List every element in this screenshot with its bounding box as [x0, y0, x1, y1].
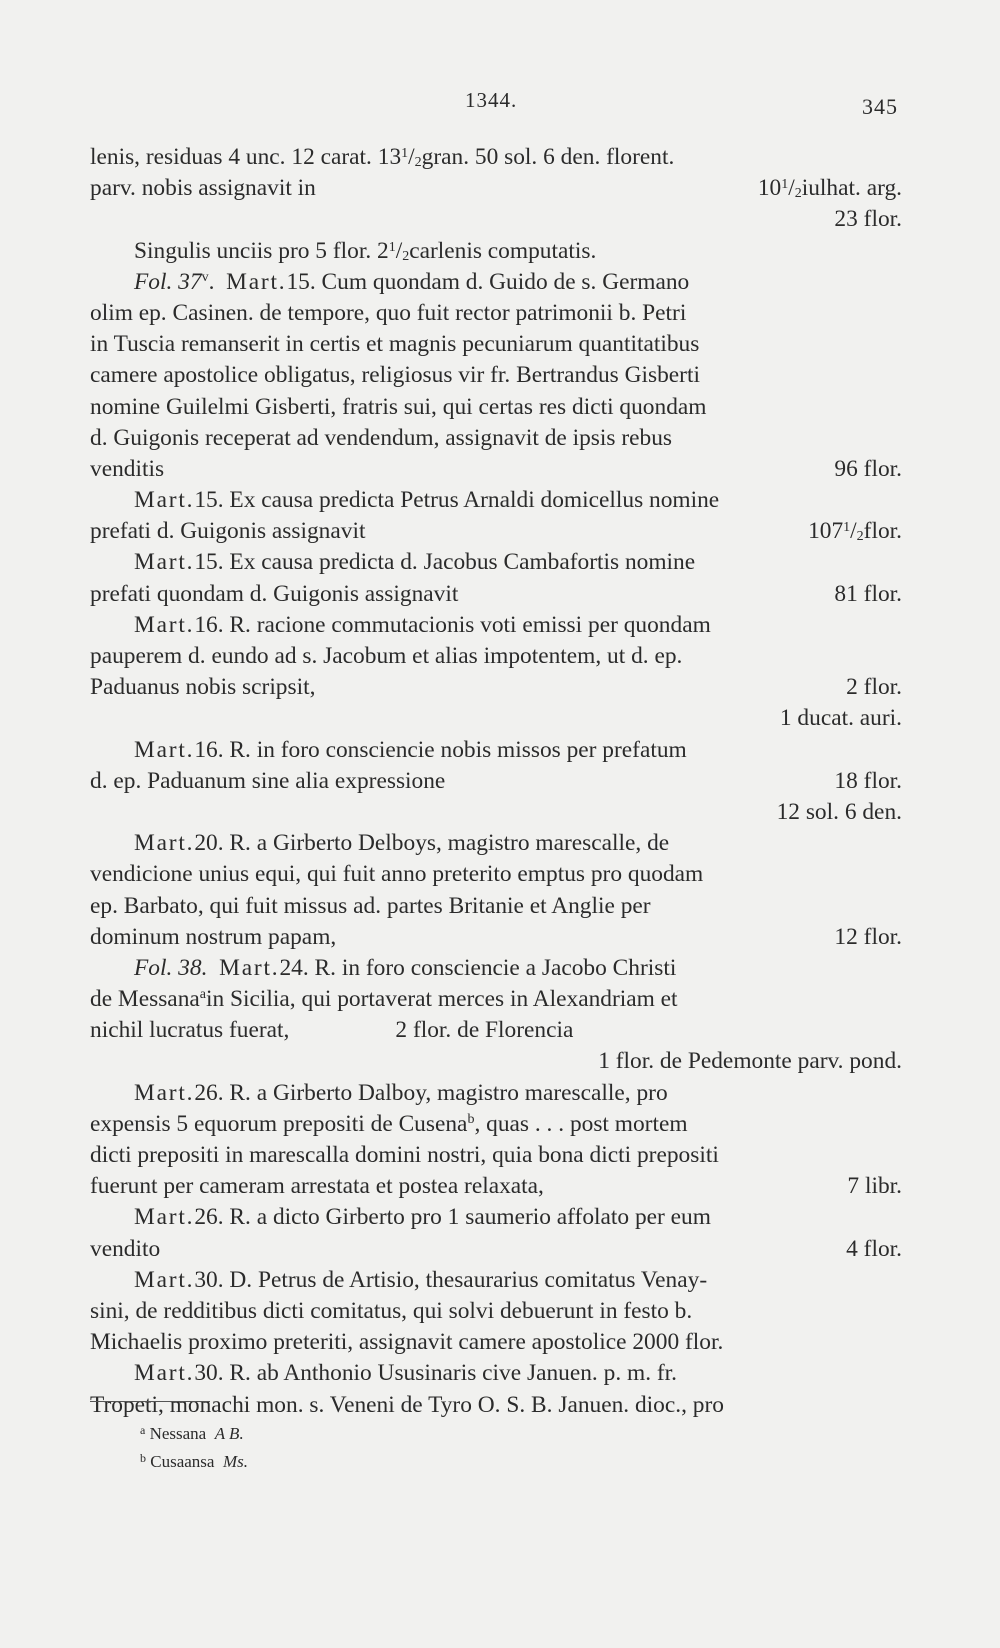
entry-month: Mart. — [134, 1266, 195, 1293]
line-text: lenis, residuas 4 unc. 12 carat. 13 — [90, 144, 402, 170]
text-line — [90, 1046, 902, 1077]
entry-line: Mart.26. R. a dicto Girberto pro 1 saumerio affolato per eum — [90, 1202, 902, 1233]
text-line: nichil lucratus fuerat, 2 flor. de Florencia — [90, 1015, 902, 1046]
text-line — [90, 797, 902, 828]
fraction-half: $^1/_2$ — [843, 518, 864, 545]
entry-month: Mart. — [134, 1360, 195, 1387]
text-line: prefati quondam d. Guigonis assignavit 81 flor. — [90, 579, 902, 610]
text-line: dicti prepositi in marescalla domini nostri, quia bona dicti prepositi — [90, 1142, 719, 1168]
entry-line: Mart.15. Ex causa predicta d. Jacobus Cambafortis nomine — [90, 547, 902, 578]
fraction-half: $^1/_2$ — [781, 175, 802, 202]
entry-line: Fol. 37$^v$. Mart.15. Cum quondam d. Guido de s. Germano — [90, 267, 902, 298]
amount: 23 flor. — [834, 206, 902, 233]
text-line: fuerunt per cameram arrestata et postea relaxata, 7 libr. — [90, 1171, 902, 1202]
footnote-b: $^b$ Cusaansa Ms. — [140, 1451, 248, 1471]
entry-line: Mart.15. Ex causa predicta Petrus Arnaldi domicellus nomine — [90, 485, 902, 516]
entry-month: Mart. — [134, 736, 195, 763]
amount: 81 flor. — [834, 580, 902, 607]
footnote-ref-a: a — [199, 987, 206, 1003]
amount: 18 flor. — [834, 767, 902, 794]
fraction-half: $^1/_2$ — [401, 144, 422, 170]
text-line: d. Guigonis receperat ad vendendum, assignavit de ipsis rebus — [90, 424, 673, 451]
page-number: 345 — [862, 94, 898, 119]
line-text: parv. nobis assignavit in — [90, 175, 316, 202]
fraction-half: $^1/_2$ — [388, 237, 410, 264]
amount: 4 flor. — [846, 1235, 902, 1262]
amount: 2 flor. de Florencia — [395, 1017, 574, 1044]
entry-line: Mart.26. R. a Girberto Dalboy, magistro marescalle, pro — [90, 1078, 902, 1109]
text-line: expensis 5 equorum prepositi de Cusena$^b$, quas . . . post mortem — [90, 1110, 688, 1137]
amount: 7 libr. — [847, 1173, 902, 1200]
folio-ref: Fol. 38. — [134, 954, 208, 981]
text-line: pauperem d. eundo ad s. Jacobum et alias impotentem, ut d. ep. — [90, 643, 683, 669]
amount: $10^1/_2iulhat$. arg. — [758, 173, 902, 204]
running-head-year: 1344. — [465, 88, 518, 112]
footnotes — [140, 1420, 248, 1476]
folio-verso-mark: v — [201, 269, 209, 285]
entry-month: Mart. — [134, 549, 195, 576]
amount: 1 ducat. auri. — [779, 705, 902, 732]
amount: 12 flor. — [834, 923, 902, 950]
body-text — [90, 142, 902, 1421]
text-line: in Tuscia remanserit in certis et magnis pecuniarum quantitatibus — [90, 331, 700, 358]
text-line: de Messana$^a$in Sicilia, qui portaverat merces in Alexandriam et — [90, 986, 678, 1013]
text-line — [90, 173, 902, 204]
entry-line: Mart.30. D. Petrus de Artisio, thesaurarius comitatus Venay- — [90, 1265, 902, 1296]
line-text: 15. Cum quondam d. Guido de s. Germano — [286, 268, 690, 295]
text-line — [90, 703, 902, 734]
text-line: prefati d. Guigonis assignavit $107^1/_2flor$. — [90, 516, 902, 547]
text-line: Tropeti, monachi mon. s. Veneni de Tyro O. S. B. Januen. dioc., pro — [90, 1391, 724, 1418]
text-line: sini, de redditibus dicti comitatus, qui solvi debuerunt in festo b. — [90, 1297, 693, 1324]
entry-month: Mart. — [134, 1079, 195, 1106]
entry-month: Mart. — [226, 268, 287, 295]
footnote-ref-b: b — [467, 1111, 475, 1127]
entry-month: Mart. — [134, 487, 195, 514]
text-line: venditis 96 flor. — [90, 454, 902, 485]
text-line: Paduanus nobis scripsit, 2 flor. — [90, 672, 902, 703]
text-line: vendicione unius equi, qui fuit anno preterito emptus pro quodam — [90, 861, 704, 888]
amount: 12 sol. 6 den. — [776, 798, 902, 825]
footnote-rule — [90, 1401, 210, 1402]
text-line: vendito 4 flor. — [90, 1234, 902, 1265]
line-text: Singulis unciis pro 5 flor. 2 — [134, 237, 389, 264]
line-text: carlenis computatis. — [409, 237, 597, 264]
entry-line: Mart.30. R. ab Anthonio Ususinaris cive Januen. p. m. fr. — [90, 1358, 902, 1389]
entry-month: Mart. — [134, 611, 195, 638]
text-line — [90, 142, 902, 173]
amount: 2 flor. — [846, 674, 902, 701]
amount: $107^1/_2flor$. — [808, 516, 902, 547]
entry-line: Mart.16. R. in foro consciencie nobis missos per prefatum — [90, 735, 902, 766]
text-line: ep. Barbato, qui fuit missus ad. partes Britanie et Anglie per — [90, 892, 651, 919]
text-line: olim ep. Casinen. de tempore, quo fuit rector patrimonii b. Petri — [90, 299, 687, 326]
text-line — [90, 236, 902, 267]
text-line: dominum nostrum papam, 12 flor. — [90, 922, 902, 953]
text-line: nomine Guilelmi Gisberti, fratris sui, qui certas res dicti quondam — [90, 393, 707, 420]
entry-line: Mart.20. R. a Girberto Delboys, magistro marescalle, de — [90, 828, 902, 859]
text-line: Michaelis proximo preteriti, assignavit camere apostolice 2000 flor. — [90, 1329, 724, 1356]
entry-line: Mart.16. R. racione commutacionis voti emissi per quondam — [90, 610, 902, 641]
entry-line: Fol. 38. Mart.24. R. in foro consciencie a Jacobo Christi — [90, 953, 902, 984]
text-line: camere apostolice obligatus, religiosus vir fr. Bertrandus Gisberti — [90, 362, 700, 389]
entry-month: Mart. — [219, 954, 280, 981]
line-text: gran. 50 sol. 6 den. florent. — [421, 144, 675, 170]
text-line — [90, 204, 902, 235]
running-head — [90, 88, 898, 122]
entry-month: Mart. — [134, 830, 195, 857]
footnote-a: $^a$ Nessana A B. — [140, 1423, 244, 1443]
entry-month: Mart. — [134, 1204, 195, 1231]
amount: 96 flor. — [834, 455, 902, 482]
amount: 1 flor. de Pedemonte parv. pond. — [598, 1048, 902, 1075]
text-line: d. ep. Paduanum sine alia expressione 18 flor. — [90, 766, 902, 797]
folio-ref: Fol. 37 — [134, 268, 202, 295]
